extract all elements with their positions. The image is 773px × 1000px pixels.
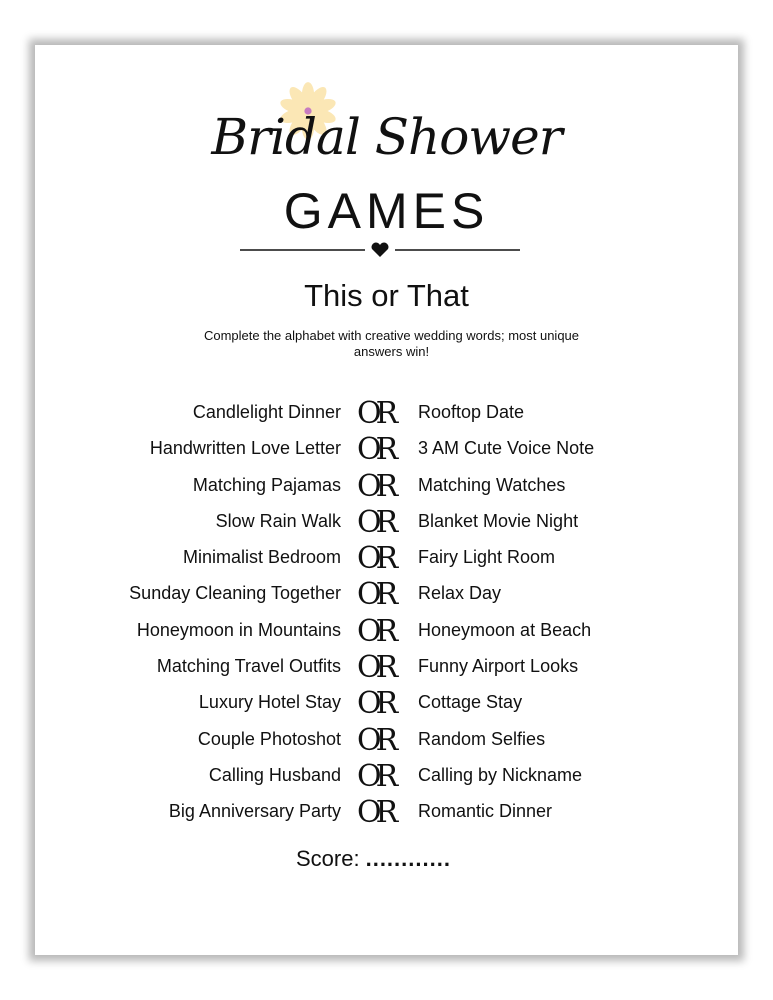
or-separator: OR bbox=[357, 541, 393, 577]
option-right[interactable]: Random Selfies bbox=[418, 728, 546, 749]
pair-row bbox=[0, 543, 773, 579]
pair-row bbox=[0, 613, 773, 652]
or-separator: OR bbox=[357, 722, 393, 758]
pair-row bbox=[0, 652, 773, 688]
option-right[interactable]: Calling by Nickname bbox=[418, 764, 583, 785]
pair-row bbox=[0, 579, 773, 615]
or-separator: OR bbox=[357, 432, 393, 468]
heart-divider-icon bbox=[240, 242, 520, 258]
pair-row bbox=[0, 504, 773, 543]
option-right[interactable]: Blanket Movie Night bbox=[418, 510, 579, 531]
option-left[interactable]: Calling Husband bbox=[208, 764, 341, 785]
or-separator: OR bbox=[357, 613, 393, 649]
option-right[interactable]: Honeymoon at Beach bbox=[418, 619, 592, 640]
or-separator: OR bbox=[357, 468, 393, 504]
option-left[interactable]: Matching Travel Outfits bbox=[156, 656, 341, 677]
option-left[interactable]: Matching Pajamas bbox=[192, 474, 341, 495]
option-left[interactable]: Luxury Hotel Stay bbox=[198, 692, 341, 713]
pair-row bbox=[0, 434, 773, 470]
option-left[interactable]: Slow Rain Walk bbox=[215, 510, 341, 531]
score-blank[interactable]: ............ bbox=[365, 846, 451, 871]
game-title: This or That bbox=[304, 278, 469, 313]
option-right[interactable]: Cottage Stay bbox=[418, 692, 523, 713]
option-right[interactable]: 3 AM Cute Voice Note bbox=[418, 438, 595, 459]
pair-row bbox=[0, 468, 773, 507]
option-right[interactable]: Relax Day bbox=[418, 583, 502, 604]
option-left[interactable]: Sunday Cleaning Together bbox=[129, 583, 341, 604]
or-separator: OR bbox=[357, 504, 393, 540]
pair-row bbox=[0, 797, 773, 833]
option-right[interactable]: Fairy Light Room bbox=[418, 547, 556, 568]
option-left[interactable]: Handwritten Love Letter bbox=[149, 438, 341, 459]
option-left[interactable]: Couple Photoshot bbox=[197, 728, 341, 749]
or-separator: OR bbox=[357, 686, 393, 722]
pair-row bbox=[0, 758, 773, 797]
option-right[interactable]: Matching Watches bbox=[418, 474, 566, 495]
score-line bbox=[296, 846, 451, 872]
pair-row bbox=[0, 398, 773, 434]
game-instructions: Complete the alphabet with creative wedding words; most unique answers win! bbox=[203, 328, 580, 359]
script-title: Bridal Shower bbox=[211, 108, 562, 166]
pair-row bbox=[0, 722, 773, 761]
games-title: GAMES bbox=[283, 183, 490, 239]
or-separator: OR bbox=[357, 795, 393, 831]
score-label: Score: bbox=[296, 846, 360, 871]
or-separator: OR bbox=[357, 396, 393, 431]
option-left[interactable]: Honeymoon in Mountains bbox=[136, 619, 341, 640]
option-right[interactable]: Funny Airport Looks bbox=[418, 656, 579, 677]
option-right[interactable]: Romantic Dinner bbox=[418, 801, 553, 822]
or-separator: OR bbox=[357, 577, 393, 613]
or-separator: OR bbox=[357, 758, 393, 794]
pairs-list bbox=[0, 398, 773, 834]
option-left[interactable]: Minimalist Bedroom bbox=[182, 547, 341, 568]
option-left[interactable]: Big Anniversary Party bbox=[168, 801, 341, 822]
option-left[interactable]: Candlelight Dinner bbox=[192, 402, 341, 422]
option-right[interactable]: Rooftop Date bbox=[418, 402, 525, 422]
pair-row bbox=[0, 688, 773, 724]
or-separator: OR bbox=[357, 650, 393, 686]
